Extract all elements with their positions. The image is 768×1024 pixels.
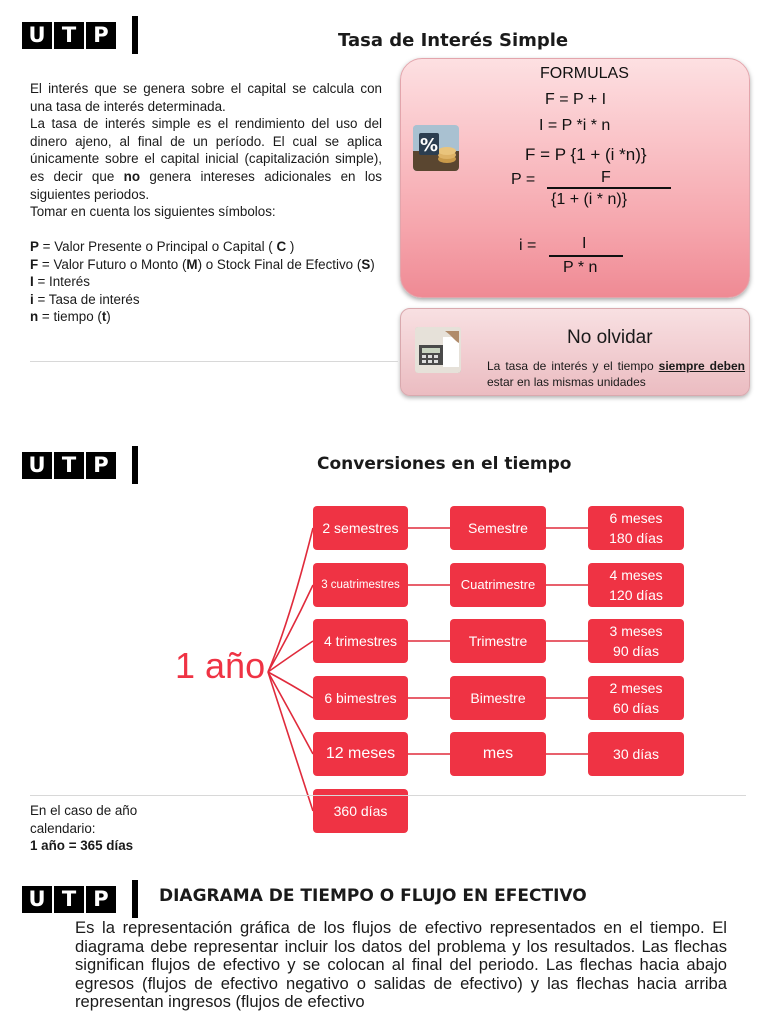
- calendar-note-bold: 1 año = 365 días: [30, 838, 134, 853]
- intro-bold-no: no: [123, 168, 141, 184]
- calendar-year-note: [30, 802, 137, 855]
- section-title-diagrama: DIAGRAMA DE TIEMPO O FLUJO EN EFECTIVO: [159, 886, 587, 906]
- tree-box-semestres: 2 semestres: [313, 506, 408, 550]
- logo-bar: [132, 880, 138, 918]
- intro-line: La tasa de interés simple es el rendimiento del uso del dinero ajeno, al final de un período. El cual se aplica únicamente sobre el capital inicial (capitalización simple), es decir que no genera intereses adicionales en los siguientes periodos.: [30, 116, 382, 202]
- symbol-row-f: F = Valor Futuro o Monto (M) o Stock Final de Efectivo (S): [30, 256, 375, 272]
- reminder-title: No olvidar: [567, 327, 653, 348]
- tree-box-cuatrimestre-equivalence: 4 meses 120 días: [588, 563, 684, 607]
- tree-box-mes: mes: [450, 732, 546, 776]
- root-branches: [268, 528, 313, 811]
- tree-box-bimestre: Bimestre: [450, 676, 546, 720]
- logo-letter: T: [54, 886, 84, 913]
- tree-box-mes-equivalence: 30 días: [588, 732, 684, 776]
- reminder-text: La tasa de interés y el tiempo siempre deben estar en las mismas unidades: [487, 359, 746, 389]
- tree-box-bimestre-equivalence: 2 meses 60 días: [588, 676, 684, 720]
- logo-letter: P: [86, 886, 116, 913]
- tree-box-trimestre: Trimestre: [450, 619, 546, 663]
- fraction-bar: [547, 187, 671, 189]
- logo-letter: U: [22, 886, 52, 913]
- section-divider: [30, 795, 746, 796]
- utp-logo: [22, 446, 138, 484]
- symbol-row-tasa: i = Tasa de interés: [30, 291, 140, 307]
- calculator-hand-icon: [415, 327, 461, 373]
- reminder-bold: siempre deben: [658, 359, 746, 373]
- intro-line: Tomar en cuenta los siguientes símbolos:: [30, 204, 276, 220]
- logo-letter: U: [22, 452, 52, 479]
- tree-box-bimestres: 6 bimestres: [313, 676, 408, 720]
- tree-box-cuatrimestres: 3 cuatrimestres: [313, 563, 408, 607]
- section-divider: [30, 361, 398, 362]
- logo-letter: P: [86, 452, 116, 479]
- logo-letter: U: [22, 22, 52, 49]
- tree-box-semestre: Semestre: [450, 506, 546, 550]
- symbol-row-tiempo: n = tiempo (t): [30, 309, 111, 325]
- formula-f-compound: F = P {1 + (i *n)}: [525, 145, 647, 164]
- tree-box-semestre-equivalence: 6 meses 180 días: [588, 506, 684, 550]
- formula-p-denominator: {1 + (i * n)}: [551, 191, 628, 208]
- tree-box-doce-meses: 12 meses: [313, 732, 408, 776]
- tree-box-cuatrimestre: Cuatrimestre: [450, 563, 546, 607]
- percent-coins-icon: [413, 125, 459, 171]
- logo-bar: [132, 446, 138, 484]
- reminder-panel: [400, 308, 750, 396]
- formula-p-numerator: F: [601, 169, 611, 186]
- utp-logo: [22, 880, 138, 918]
- tree-box-360-dias: 360 días: [313, 789, 408, 833]
- logo-letter: T: [54, 22, 84, 49]
- calendar-note-line: En el caso de año: [30, 803, 138, 818]
- symbol-list: [30, 238, 382, 326]
- symbol-row-p: P = Valor Presente o Principal o Capital ( C ): [30, 239, 295, 254]
- fraction-bar: [549, 255, 623, 257]
- svg-text:%: %: [419, 135, 439, 156]
- tree-box-trimestres: 4 trimestres: [313, 619, 408, 663]
- formula-f-equals: F = P + I: [545, 91, 607, 108]
- logo-bar: [132, 16, 138, 54]
- formulas-panel: [400, 58, 750, 298]
- formula-i-denominator: P * n: [563, 259, 598, 276]
- logo-letter: T: [54, 452, 84, 479]
- tree-root-one-year: 1 año: [175, 645, 266, 686]
- section-title-interes-simple: Tasa de Interés Simple: [338, 30, 569, 51]
- formula-p-left: P =: [511, 171, 536, 188]
- utp-logo: [22, 16, 138, 54]
- formula-i-left: i =: [519, 237, 537, 254]
- formula-i-equals: I = P *i * n: [539, 117, 611, 134]
- cash-flow-description: Es la representación gráfica de los flujos de efectivo representados en el tiempo. El diagrama debe representar incluir los datos del problema y los resultados. Las flechas significan flujos de efectivo y se colocan al final del periodo. Las flechas hacia abajo egresos (flujos de efectivo negativo o salidas de efectivo) y las flechas hacia arriba representan ingresos (flujos de efectivo: [75, 918, 727, 1011]
- symbol-row-interes: I = Interés: [30, 274, 90, 290]
- formulas-heading: FORMULAS: [540, 65, 629, 82]
- logo-letter: P: [86, 22, 116, 49]
- calendar-note-line: calendario:: [30, 820, 96, 836]
- intro-line: El interés que se genera sobre el capital se calcula con una tasa de interés determinada.: [30, 81, 382, 114]
- tree-box-trimestre-equivalence: 3 meses 90 días: [588, 619, 684, 663]
- intro-paragraph: [30, 80, 382, 221]
- section-title-conversiones: Conversiones en el tiempo: [317, 454, 572, 474]
- formula-i-numerator: I: [582, 235, 587, 252]
